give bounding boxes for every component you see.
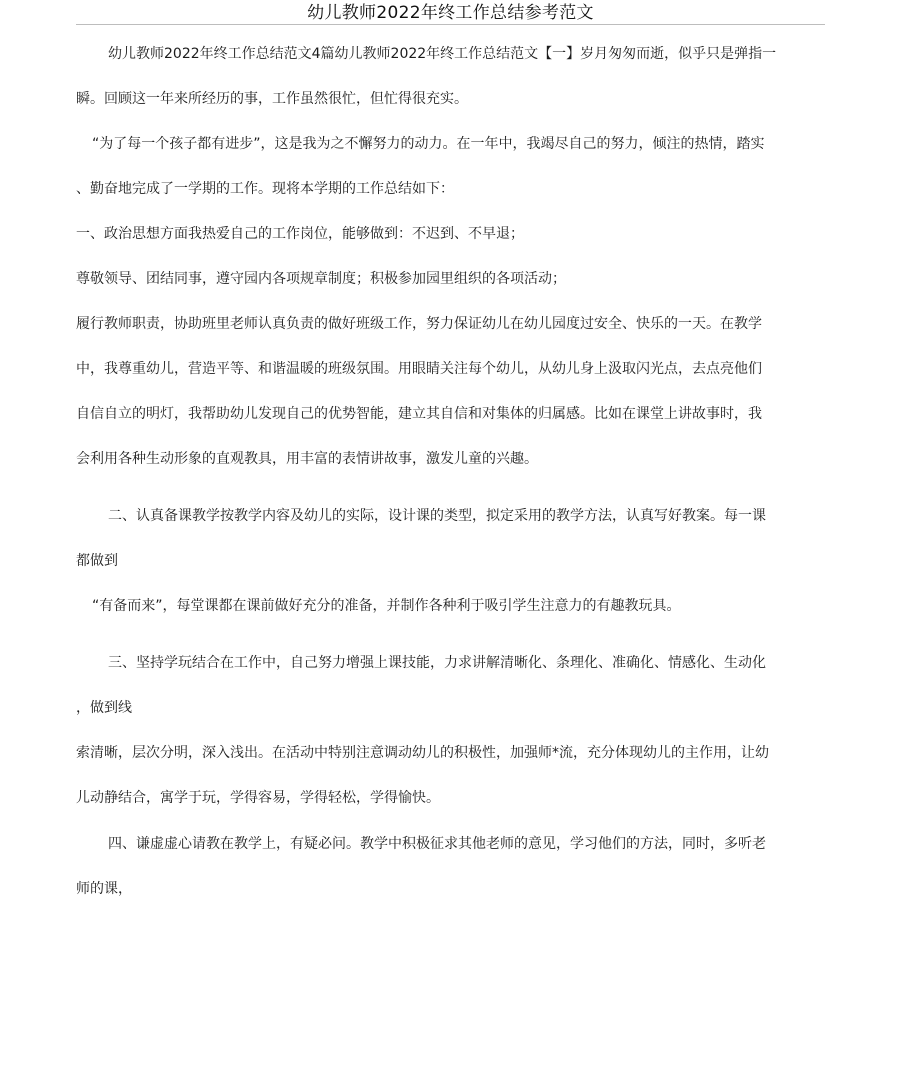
text-line: 二、认真备课教学按教学内容及幼儿的实际，设计课的类型，拟定采用的教学方法，认真写好教案。每一课 (108, 508, 766, 524)
text-line: 瞬。回顾这一年来所经历的事，工作虽然很忙，但忙得很充实。 (76, 91, 468, 107)
text-line: 幼儿教师2022年终工作总结范文4篇幼儿教师2022年终工作总结范文【一】岁月匆匆而逝，似乎只是弹指一 (108, 46, 777, 62)
text-line: 四、谦虚虚心请教在教学上，有疑必问。教学中积极征求其他老师的意见，学习他们的方法，同时，多听老 (108, 836, 766, 852)
text-line: 中，我尊重幼儿，营造平等、和谐温暖的班级氛围。用眼睛关注每个幼儿，从幼儿身上汲取闪光点，去点亮他们 (76, 361, 762, 377)
title-divider (76, 24, 825, 25)
text-line: 尊敬领导、团结同事，遵守园内各项规章制度；积极参加园里组织的各项活动； (76, 271, 566, 287)
text-line: ，做到线 (76, 700, 132, 716)
text-line: 一、政治思想方面我热爱自己的工作岗位，能够做到：不迟到、不早退； (76, 226, 524, 242)
text-line: 履行教师职责，协助班里老师认真负责的做好班级工作，努力保证幼儿在幼儿园度过安全、快乐的一天。在教学 (76, 316, 762, 332)
text-line: “为了每一个孩子都有进步”，这是我为之不懈努力的动力。在一年中，我竭尽自己的努力，倾注的热情，踏实 (92, 136, 765, 152)
text-line: 会利用各种生动形象的直观教具，用丰富的表情讲故事，激发儿童的兴趣。 (76, 451, 538, 467)
text-line: 索清晰，层次分明，深入浅出。在活动中特别注意调动幼儿的积极性，加强师*流，充分体现幼儿的主作用，让幼 (76, 745, 769, 761)
text-line: 、勤奋地完成了一学期的工作。现将本学期的工作总结如下： (76, 181, 454, 197)
text-line: 自信自立的明灯，我帮助幼儿发现自己的优势智能，建立其自信和对集体的归属感。比如在课堂上讲故事时，我 (76, 406, 762, 422)
page-title: 幼儿教师2022年终工作总结参考范文 (307, 3, 594, 23)
text-line: “有备而来”，每堂课都在课前做好充分的准备，并制作各种利于吸引学生注意力的有趣教玩具。 (92, 598, 681, 614)
text-line: 师的课， (76, 881, 132, 897)
text-line: 都做到 (76, 553, 118, 569)
text-line: 三、坚持学玩结合在工作中，自己努力增强上课技能，力求讲解清晰化、条理化、准确化、情感化、生动化 (108, 655, 766, 671)
text-line: 儿动静结合，寓学于玩，学得容易，学得轻松，学得愉快。 (76, 790, 440, 806)
